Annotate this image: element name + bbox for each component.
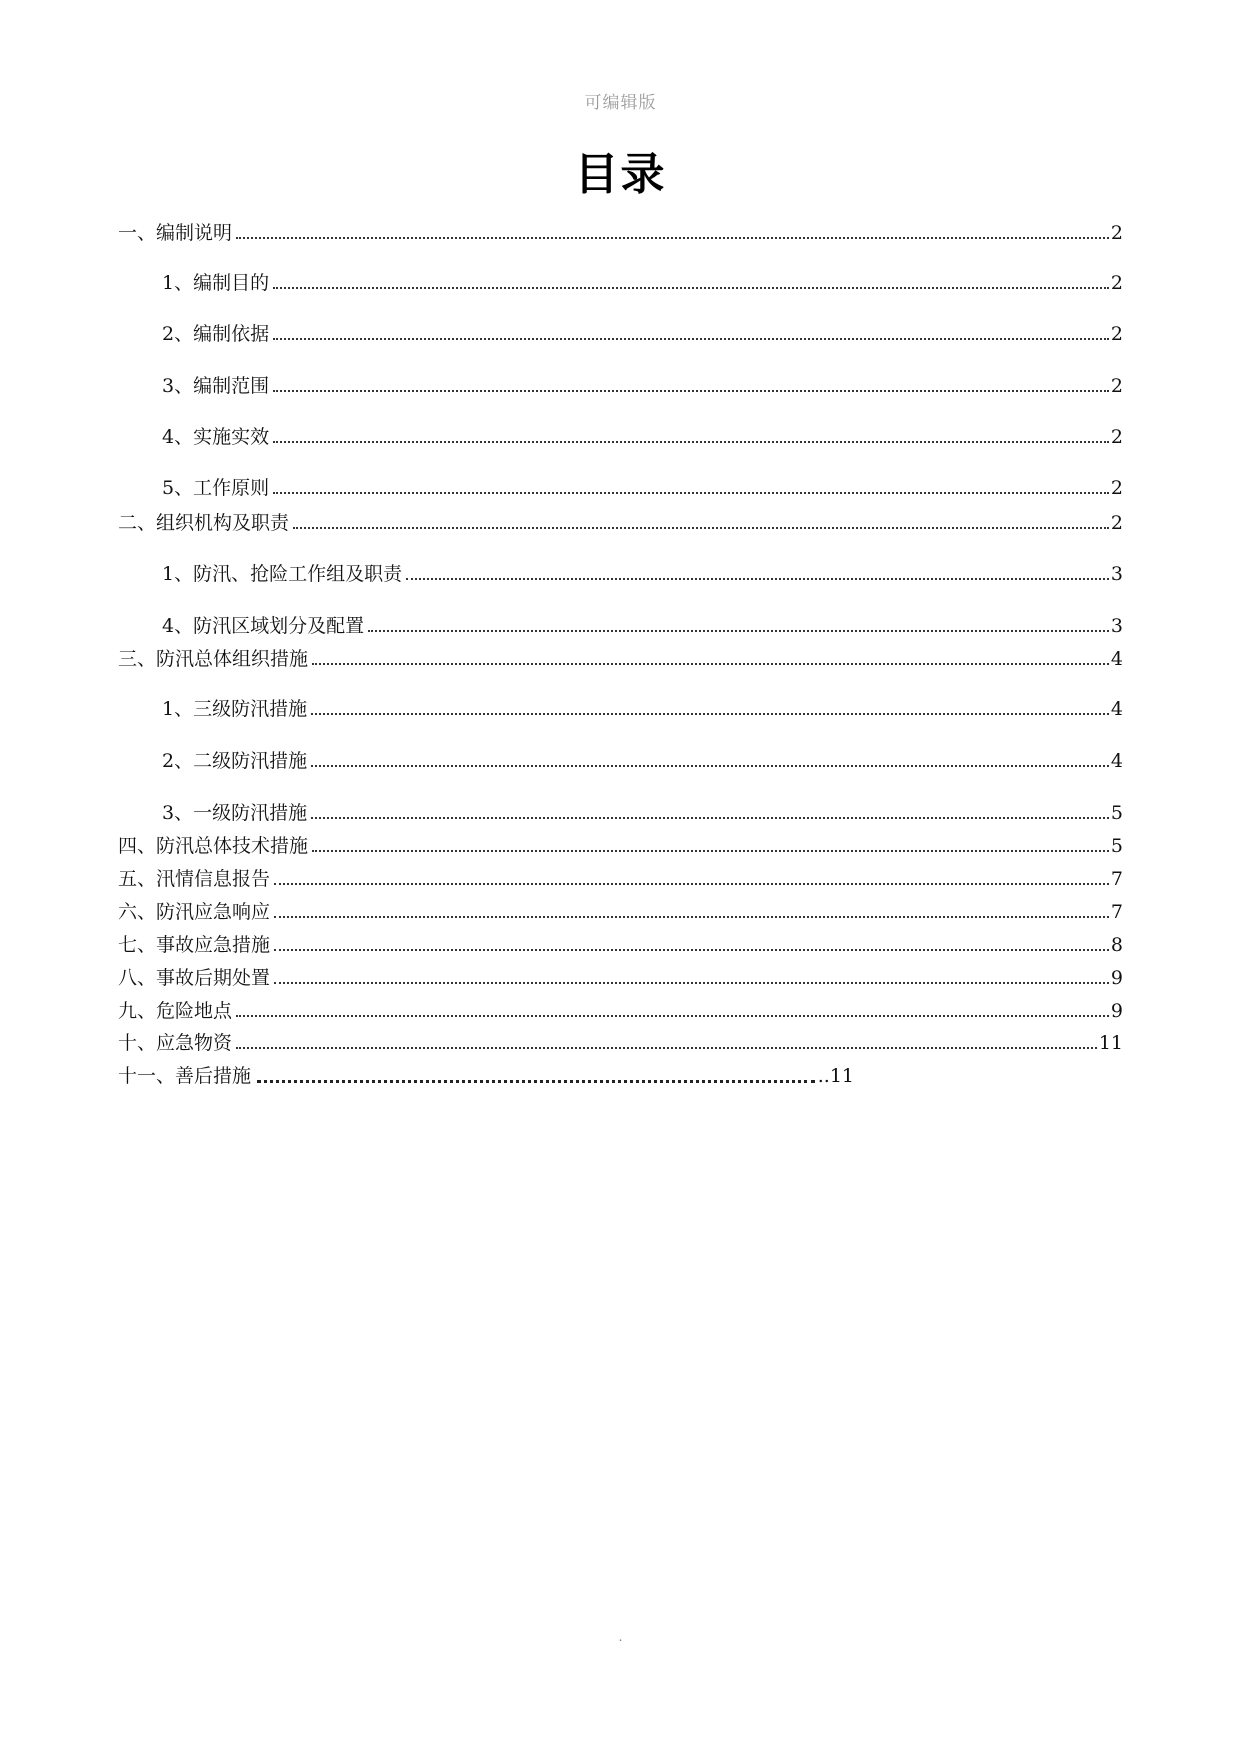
toc-page-number: 9 (1110, 967, 1123, 989)
dot-leader (257, 1080, 815, 1083)
toc-entry[interactable] (118, 998, 1123, 1024)
toc-entry[interactable] (162, 800, 1123, 826)
toc-entry-label: 1、编制目的 (162, 272, 270, 294)
toc-page-number: 2 (1110, 222, 1123, 244)
toc-entry[interactable] (118, 965, 1123, 991)
toc-entry-label: 七、事故应急措施 (118, 934, 271, 956)
toc-page-number: 4 (1110, 698, 1123, 720)
toc-entry[interactable] (118, 510, 1123, 536)
editable-version-note: 可编辑版 (584, 93, 657, 113)
toc-entry-label: 4、实施实效 (162, 426, 270, 448)
toc-entry-label: 二、组织机构及职责 (118, 512, 290, 534)
toc-entry-label: 2、二级防汛措施 (162, 750, 308, 772)
toc-page-number: 2 (1110, 477, 1123, 499)
toc-page-number: 3 (1110, 563, 1123, 585)
toc-page-number: 11 (1098, 1032, 1123, 1054)
toc-entry-label: 1、三级防汛措施 (162, 698, 308, 720)
dot-leader (274, 916, 1109, 918)
dot-leader (273, 338, 1109, 340)
dot-leader (236, 1047, 1097, 1049)
toc-entry[interactable] (118, 1063, 854, 1089)
dot-leader (311, 817, 1109, 819)
toc-entry-label: 三、防汛总体组织措施 (118, 648, 309, 670)
toc-entry-label: 1、防汛、抢险工作组及职责 (162, 563, 403, 585)
toc-entry-label: 十、应急物资 (118, 1032, 233, 1054)
dot-leader (368, 630, 1109, 632)
toc-entry[interactable] (118, 899, 1123, 925)
toc-page-number: 2 (1110, 512, 1123, 534)
toc-entry[interactable] (162, 561, 1123, 587)
toc-page-number: 7 (1110, 868, 1123, 890)
toc-entry[interactable] (118, 833, 1123, 859)
toc-page-number: 4 (1110, 648, 1123, 670)
toc-page-number: 9 (1110, 1000, 1123, 1022)
toc-entry-label: 八、事故后期处置 (118, 967, 271, 989)
toc-page-number: 4 (1110, 750, 1123, 772)
toc-entry-label: 3、一级防汛措施 (162, 802, 308, 824)
dot-leader (274, 949, 1109, 951)
toc-entry-label: 十一、善后措施 (118, 1065, 252, 1087)
toc-entry[interactable] (118, 932, 1123, 958)
toc-entry-label: 六、防汛应急响应 (118, 901, 271, 923)
toc-entry[interactable] (162, 696, 1123, 722)
toc-page-number: 5 (1110, 802, 1123, 824)
toc-entry-label: 一、编制说明 (118, 222, 233, 244)
toc-entry[interactable] (118, 220, 1123, 246)
toc-entry[interactable] (162, 321, 1123, 347)
dot-leader (273, 390, 1109, 392)
dot-leader (311, 713, 1109, 715)
toc-entry[interactable] (162, 424, 1123, 450)
dot-leader (274, 982, 1109, 984)
dot-leader (274, 883, 1109, 885)
toc-entry-label: 3、编制范围 (162, 375, 270, 397)
toc-page-number: 5 (1110, 835, 1123, 857)
toc-entry-label: 五、汛情信息报告 (118, 868, 271, 890)
toc-entry[interactable] (162, 748, 1123, 774)
toc-entry-label: 5、工作原则 (162, 477, 270, 499)
dot-leader (236, 237, 1109, 239)
toc-page-number: 2 (1110, 426, 1123, 448)
toc-entry[interactable] (118, 1030, 1123, 1056)
toc-entry-label: 四、防汛总体技术措施 (118, 835, 309, 857)
toc-page-number: 8 (1110, 934, 1123, 956)
toc-entry[interactable] (162, 270, 1123, 296)
toc-page-number: 3 (1110, 615, 1123, 637)
toc-title: 目录 (574, 149, 667, 200)
dot-leader (312, 850, 1109, 852)
toc-page-number: 2 (1110, 323, 1123, 345)
dot-leader (236, 1015, 1109, 1017)
toc-page-number: 2 (1110, 375, 1123, 397)
toc-entry[interactable] (118, 866, 1123, 892)
toc-page-number: 2 (1110, 272, 1123, 294)
toc-entry[interactable] (118, 646, 1123, 672)
toc-entry[interactable] (162, 373, 1123, 399)
toc-entry[interactable] (162, 475, 1123, 501)
toc-entry-label: 九、危险地点 (118, 1000, 233, 1022)
dot-leader (273, 441, 1109, 443)
toc-page-number: ..11 (817, 1065, 854, 1087)
toc-entry[interactable] (162, 613, 1123, 639)
dot-leader (273, 287, 1109, 289)
toc-entry-label: 4、防汛区域划分及配置 (162, 615, 365, 637)
toc-entry-label: 2、编制依据 (162, 323, 270, 345)
dot-leader (312, 663, 1109, 665)
dot-leader (273, 492, 1109, 494)
toc-page-number: 7 (1110, 901, 1123, 923)
dot-leader (311, 765, 1109, 767)
dot-leader (406, 578, 1109, 580)
dot-leader (293, 527, 1109, 529)
page-footer-mark: . (618, 1630, 623, 1644)
